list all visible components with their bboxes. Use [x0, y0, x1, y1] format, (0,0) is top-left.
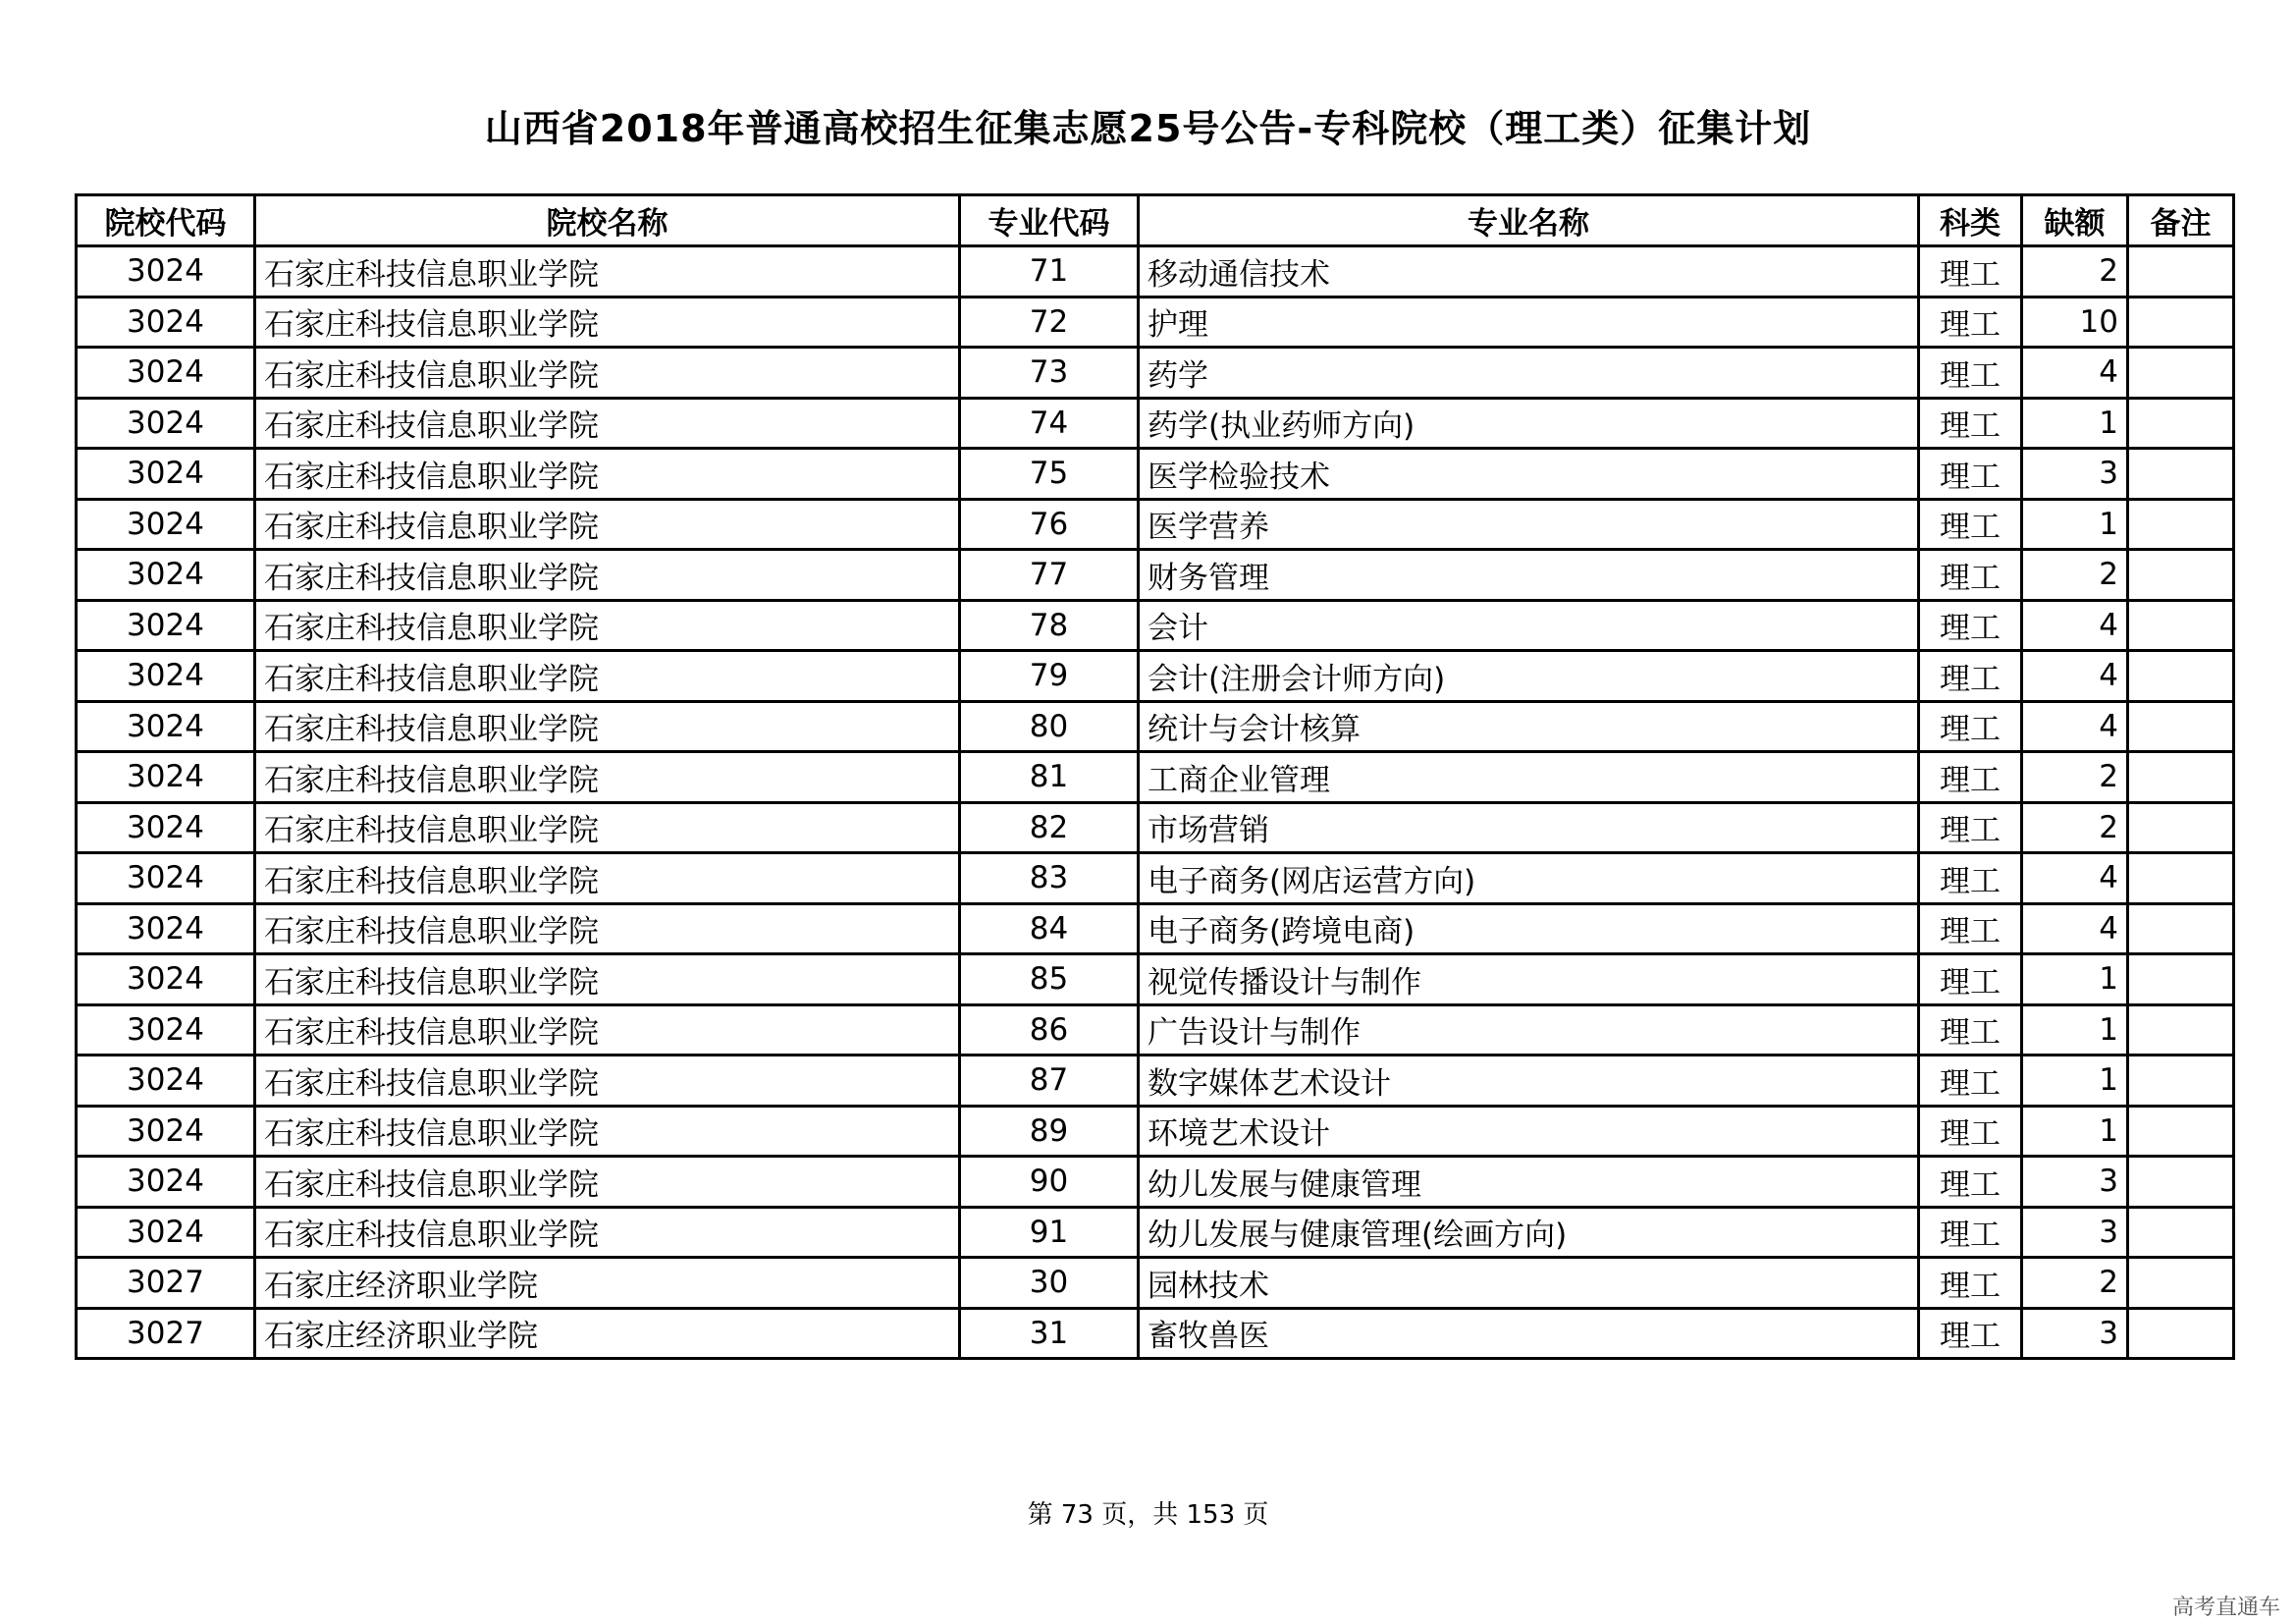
table-row	[77, 954, 2234, 1005]
vacancies-cell: 3	[2022, 1308, 2128, 1359]
major-name-cell: 广告设计与制作	[1139, 1004, 1919, 1056]
vacancies-cell: 2	[2022, 802, 2128, 853]
category-cell: 理工	[1919, 1308, 2022, 1359]
vacancies-cell: 4	[2022, 903, 2128, 954]
school-code-cell: 3024	[77, 1056, 255, 1107]
remarks-cell	[2128, 297, 2234, 348]
school-code-cell: 3024	[77, 246, 255, 298]
remarks-cell	[2128, 802, 2234, 853]
major-code-cell: 83	[960, 853, 1139, 904]
major-name-cell: 医学检验技术	[1139, 449, 1919, 500]
major-code-cell: 87	[960, 1056, 1139, 1107]
table-row	[77, 1207, 2234, 1258]
school-code-cell: 3024	[77, 802, 255, 853]
school-name-cell: 石家庄经济职业学院	[255, 1258, 960, 1309]
table-row	[77, 499, 2234, 550]
remarks-cell	[2128, 348, 2234, 399]
vacancies-cell: 4	[2022, 651, 2128, 702]
document-title: 山西省2018年普通高校招生征集志愿25号公告-专科院校（理工类）征集计划	[484, 107, 1812, 150]
table-row	[77, 651, 2234, 702]
vacancies-cell: 4	[2022, 853, 2128, 904]
table-row	[77, 1308, 2234, 1359]
header-major-code: 专业代码	[960, 195, 1139, 246]
major-name-cell: 畜牧兽医	[1139, 1308, 1919, 1359]
table-row	[77, 348, 2234, 399]
remarks-cell	[2128, 1308, 2234, 1359]
category-cell: 理工	[1919, 449, 2022, 500]
table-row	[77, 701, 2234, 752]
table-row	[77, 246, 2234, 298]
major-code-cell: 79	[960, 651, 1139, 702]
major-name-cell: 园林技术	[1139, 1258, 1919, 1309]
school-name-cell: 石家庄科技信息职业学院	[255, 1157, 960, 1208]
major-name-cell: 电子商务(网店运营方向)	[1139, 853, 1919, 904]
school-code-cell: 3024	[77, 1157, 255, 1208]
remarks-cell	[2128, 398, 2234, 449]
remarks-cell	[2128, 499, 2234, 550]
school-code-cell: 3024	[77, 651, 255, 702]
header-remarks: 备注	[2128, 195, 2234, 246]
remarks-cell	[2128, 246, 2234, 298]
school-code-cell: 3024	[77, 398, 255, 449]
major-name-cell: 药学(执业药师方向)	[1139, 398, 1919, 449]
vacancies-cell: 4	[2022, 348, 2128, 399]
remarks-cell	[2128, 651, 2234, 702]
major-name-cell: 幼儿发展与健康管理	[1139, 1157, 1919, 1208]
major-code-cell: 74	[960, 398, 1139, 449]
remarks-cell	[2128, 752, 2234, 803]
category-cell: 理工	[1919, 1056, 2022, 1107]
school-code-cell: 3024	[77, 903, 255, 954]
major-code-cell: 77	[960, 550, 1139, 601]
major-code-cell: 81	[960, 752, 1139, 803]
major-code-cell: 31	[960, 1308, 1139, 1359]
major-name-cell: 市场营销	[1139, 802, 1919, 853]
vacancies-cell: 3	[2022, 449, 2128, 500]
enrollment-plan-table-container	[75, 193, 2232, 1360]
header-school-name: 院校名称	[255, 195, 960, 246]
table-row	[77, 1157, 2234, 1208]
remarks-cell	[2128, 1157, 2234, 1208]
major-code-cell: 71	[960, 246, 1139, 298]
school-name-cell: 石家庄科技信息职业学院	[255, 348, 960, 399]
major-code-cell: 86	[960, 1004, 1139, 1056]
category-cell: 理工	[1919, 1207, 2022, 1258]
school-code-cell: 3024	[77, 853, 255, 904]
remarks-cell	[2128, 1258, 2234, 1309]
category-cell: 理工	[1919, 651, 2022, 702]
major-name-cell: 移动通信技术	[1139, 246, 1919, 298]
category-cell: 理工	[1919, 1106, 2022, 1157]
school-code-cell: 3024	[77, 1106, 255, 1157]
major-name-cell: 会计	[1139, 600, 1919, 651]
vacancies-cell: 4	[2022, 701, 2128, 752]
table-row	[77, 1106, 2234, 1157]
category-cell: 理工	[1919, 802, 2022, 853]
page-number: 第 73 页，共 153 页	[1027, 1500, 1269, 1530]
school-name-cell: 石家庄科技信息职业学院	[255, 853, 960, 904]
vacancies-cell: 1	[2022, 954, 2128, 1005]
major-code-cell: 73	[960, 348, 1139, 399]
major-code-cell: 76	[960, 499, 1139, 550]
school-name-cell: 石家庄科技信息职业学院	[255, 1207, 960, 1258]
major-name-cell: 护理	[1139, 297, 1919, 348]
school-name-cell: 石家庄科技信息职业学院	[255, 499, 960, 550]
vacancies-cell: 3	[2022, 1207, 2128, 1258]
school-name-cell: 石家庄科技信息职业学院	[255, 701, 960, 752]
major-code-cell: 72	[960, 297, 1139, 348]
remarks-cell	[2128, 1004, 2234, 1056]
vacancies-cell: 1	[2022, 398, 2128, 449]
school-name-cell: 石家庄科技信息职业学院	[255, 398, 960, 449]
school-code-cell: 3024	[77, 752, 255, 803]
school-name-cell: 石家庄科技信息职业学院	[255, 802, 960, 853]
school-name-cell: 石家庄科技信息职业学院	[255, 1004, 960, 1056]
major-name-cell: 会计(注册会计师方向)	[1139, 651, 1919, 702]
school-name-cell: 石家庄科技信息职业学院	[255, 297, 960, 348]
remarks-cell	[2128, 853, 2234, 904]
category-cell: 理工	[1919, 499, 2022, 550]
header-vacancies: 缺额	[2022, 195, 2128, 246]
category-cell: 理工	[1919, 1258, 2022, 1309]
major-code-cell: 80	[960, 701, 1139, 752]
enrollment-plan-table	[75, 193, 2235, 1360]
category-cell: 理工	[1919, 297, 2022, 348]
watermark-text: 高考直通车	[2171, 1596, 2280, 1620]
category-cell: 理工	[1919, 853, 2022, 904]
school-code-cell: 3024	[77, 1004, 255, 1056]
remarks-cell	[2128, 550, 2234, 601]
major-name-cell: 医学营养	[1139, 499, 1919, 550]
school-name-cell: 石家庄科技信息职业学院	[255, 752, 960, 803]
school-name-cell: 石家庄科技信息职业学院	[255, 1056, 960, 1107]
table-row	[77, 752, 2234, 803]
major-name-cell: 视觉传播设计与制作	[1139, 954, 1919, 1005]
header-school-code: 院校代码	[77, 195, 255, 246]
category-cell: 理工	[1919, 246, 2022, 298]
header-major-name: 专业名称	[1139, 195, 1919, 246]
major-code-cell: 90	[960, 1157, 1139, 1208]
vacancies-cell: 2	[2022, 1258, 2128, 1309]
major-code-cell: 78	[960, 600, 1139, 651]
category-cell: 理工	[1919, 600, 2022, 651]
school-name-cell: 石家庄经济职业学院	[255, 1308, 960, 1359]
table-header-row	[77, 195, 2234, 246]
school-name-cell: 石家庄科技信息职业学院	[255, 954, 960, 1005]
major-code-cell: 30	[960, 1258, 1139, 1309]
school-code-cell: 3024	[77, 297, 255, 348]
remarks-cell	[2128, 1207, 2234, 1258]
major-name-cell: 数字媒体艺术设计	[1139, 1056, 1919, 1107]
school-code-cell: 3024	[77, 499, 255, 550]
table-row	[77, 550, 2234, 601]
vacancies-cell: 1	[2022, 1056, 2128, 1107]
major-name-cell: 统计与会计核算	[1139, 701, 1919, 752]
school-name-cell: 石家庄科技信息职业学院	[255, 600, 960, 651]
table-row	[77, 853, 2234, 904]
school-code-cell: 3027	[77, 1258, 255, 1309]
school-code-cell: 3024	[77, 954, 255, 1005]
vacancies-cell: 2	[2022, 752, 2128, 803]
remarks-cell	[2128, 1106, 2234, 1157]
vacancies-cell: 1	[2022, 1106, 2128, 1157]
category-cell: 理工	[1919, 903, 2022, 954]
table-row	[77, 297, 2234, 348]
remarks-cell	[2128, 954, 2234, 1005]
school-name-cell: 石家庄科技信息职业学院	[255, 449, 960, 500]
table-row	[77, 903, 2234, 954]
remarks-cell	[2128, 903, 2234, 954]
table-row	[77, 600, 2234, 651]
table-row	[77, 398, 2234, 449]
remarks-cell	[2128, 1056, 2234, 1107]
major-name-cell: 药学	[1139, 348, 1919, 399]
school-code-cell: 3027	[77, 1308, 255, 1359]
vacancies-cell: 2	[2022, 550, 2128, 601]
major-name-cell: 电子商务(跨境电商)	[1139, 903, 1919, 954]
major-code-cell: 82	[960, 802, 1139, 853]
category-cell: 理工	[1919, 550, 2022, 601]
remarks-cell	[2128, 449, 2234, 500]
school-code-cell: 3024	[77, 449, 255, 500]
major-code-cell: 85	[960, 954, 1139, 1005]
vacancies-cell: 3	[2022, 1157, 2128, 1208]
table-row	[77, 1258, 2234, 1309]
vacancies-cell: 2	[2022, 246, 2128, 298]
major-code-cell: 75	[960, 449, 1139, 500]
table-row	[77, 802, 2234, 853]
school-name-cell: 石家庄科技信息职业学院	[255, 651, 960, 702]
category-cell: 理工	[1919, 752, 2022, 803]
table-body	[77, 246, 2234, 1359]
remarks-cell	[2128, 600, 2234, 651]
major-name-cell: 财务管理	[1139, 550, 1919, 601]
major-code-cell: 84	[960, 903, 1139, 954]
school-code-cell: 3024	[77, 348, 255, 399]
category-cell: 理工	[1919, 1157, 2022, 1208]
school-code-cell: 3024	[77, 701, 255, 752]
vacancies-cell: 10	[2022, 297, 2128, 348]
major-code-cell: 91	[960, 1207, 1139, 1258]
school-code-cell: 3024	[77, 600, 255, 651]
category-cell: 理工	[1919, 954, 2022, 1005]
school-code-cell: 3024	[77, 550, 255, 601]
school-name-cell: 石家庄科技信息职业学院	[255, 550, 960, 601]
school-code-cell: 3024	[77, 1207, 255, 1258]
school-name-cell: 石家庄科技信息职业学院	[255, 246, 960, 298]
category-cell: 理工	[1919, 398, 2022, 449]
school-name-cell: 石家庄科技信息职业学院	[255, 903, 960, 954]
category-cell: 理工	[1919, 348, 2022, 399]
school-name-cell: 石家庄科技信息职业学院	[255, 1106, 960, 1157]
remarks-cell	[2128, 701, 2234, 752]
category-cell: 理工	[1919, 1004, 2022, 1056]
table-row	[77, 449, 2234, 500]
vacancies-cell: 4	[2022, 600, 2128, 651]
table-row	[77, 1056, 2234, 1107]
header-category: 科类	[1919, 195, 2022, 246]
category-cell: 理工	[1919, 701, 2022, 752]
major-name-cell: 环境艺术设计	[1139, 1106, 1919, 1157]
major-name-cell: 幼儿发展与健康管理(绘画方向)	[1139, 1207, 1919, 1258]
vacancies-cell: 1	[2022, 1004, 2128, 1056]
major-code-cell: 89	[960, 1106, 1139, 1157]
vacancies-cell: 1	[2022, 499, 2128, 550]
major-name-cell: 工商企业管理	[1139, 752, 1919, 803]
table-row	[77, 1004, 2234, 1056]
